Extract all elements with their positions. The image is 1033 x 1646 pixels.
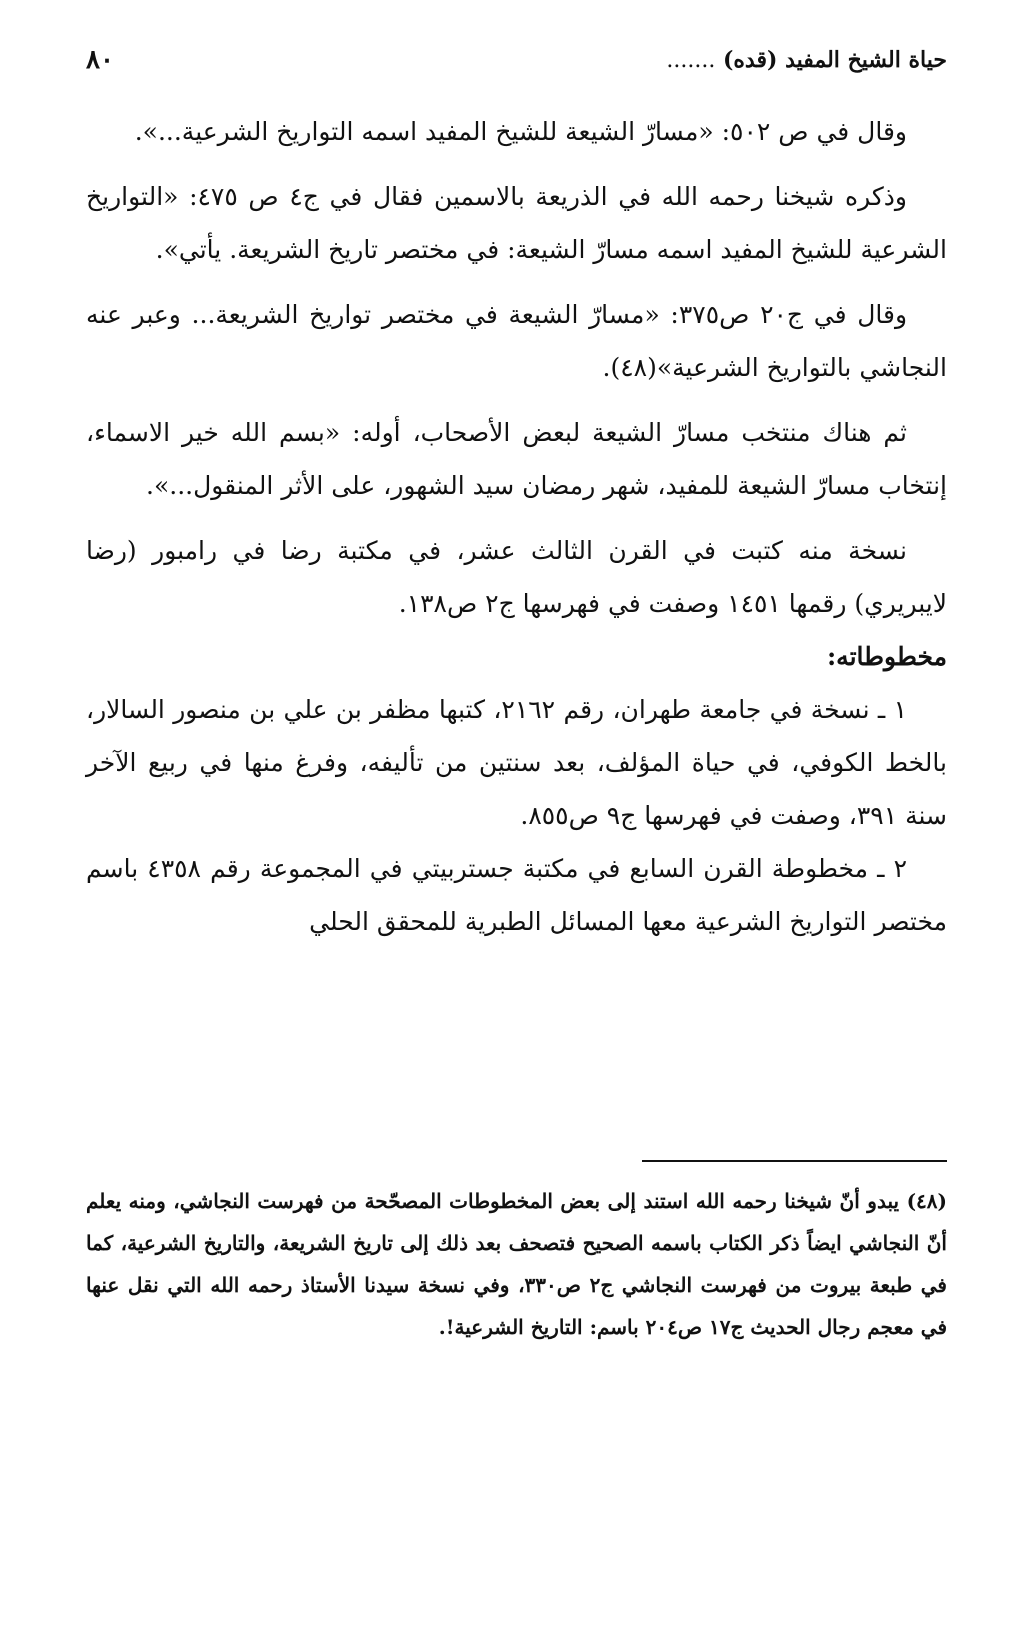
paragraph: نسخة منه كتبت في القرن الثالث عشر، في مكتبة رضا في رامبور (رضا لايبريري) رقمها ١٤٥١ وصفت في فهرسها ج٢ ص١٣٨. [86,536,947,618]
manuscript-item: ١ ـ نسخة في جامعة طهران، رقم ٢١٦٢، كتبها مظفر بن علي بن منصور السالار، بالخط الكوفي، في حياة المؤلف، بعد سنتين من تأليفه، وفرغ منها في ربيع الآخر سنة ٣٩١، وصفت في فهرسها ج٩ ص٨٥٥. [86,695,947,830]
running-title [666,47,947,73]
page-header [86,40,947,80]
paragraph: وقال في ج٢٠ ص٣٧٥: «مسارّ الشيعة في مختصر تواريخ الشريعة... وعبر عنه النجاشي بالتواريخ الشرعية»(٤٨). [86,300,947,382]
leader-dots: ....... [666,48,716,73]
body-text [86,105,947,948]
paragraph: وذكره شيخنا رحمه الله في الذريعة بالاسمين فقال في ج٤ ص ٤٧٥: «التواريخ الشرعية للشيخ المفيد اسمه مسارّ الشيعة: في مختصر تاريخ الشريعة. يأتي». [86,182,947,264]
manuscript-item: ٢ ـ مخطوطة القرن السابع في مكتبة جستربيتي في المجموعة رقم ٤٣٥٨ باسم مختصر التواريخ الشرعية معها المسائل الطبرية للمحقق الحلي [86,854,947,936]
paragraph: وقال في ص ٥٠٢: «مسارّ الشيعة للشيخ المفيد اسمه التواريخ الشرعية...». [134,117,907,146]
page-number: ٨٠ [86,45,114,75]
section-heading: مخطوطاته: [826,642,947,671]
paragraph: ثم هناك منتخب مسارّ الشيعة لبعض الأصحاب، أوله: «بسم الله خير الاسماء، إنتخاب مسارّ الشيعة للمفيد، شهر رمضان سيد الشهور، على الأثر المنقول...». [86,418,947,500]
footnotes [86,1180,947,1348]
running-title-text: حياة الشيخ المفيد (قده) [723,47,947,73]
footnote-divider [642,1160,947,1162]
footnote: (٤٨) يبدو أنّ شيخنا رحمه الله استند إلى بعض المخطوطات المصحّحة من فهرست النجاشي، ومنه يعلم أنّ النجاشي ايضاً ذكر الكتاب باسمه الصحيح فتصحف بعد ذلك إلى تاريخ الشريعة، والتاريخ الشرعية، كما في طبعة بيروت من فهرست النجاشي ج٢ ص٣٣٠، وفي نسخة سيدنا الأستاذ رحمه الله التي نقل عنها في معجم رجال الحديث ج١٧ ص٢٠٤ باسم: التاريخ الشرعية!. [86,1189,947,1339]
